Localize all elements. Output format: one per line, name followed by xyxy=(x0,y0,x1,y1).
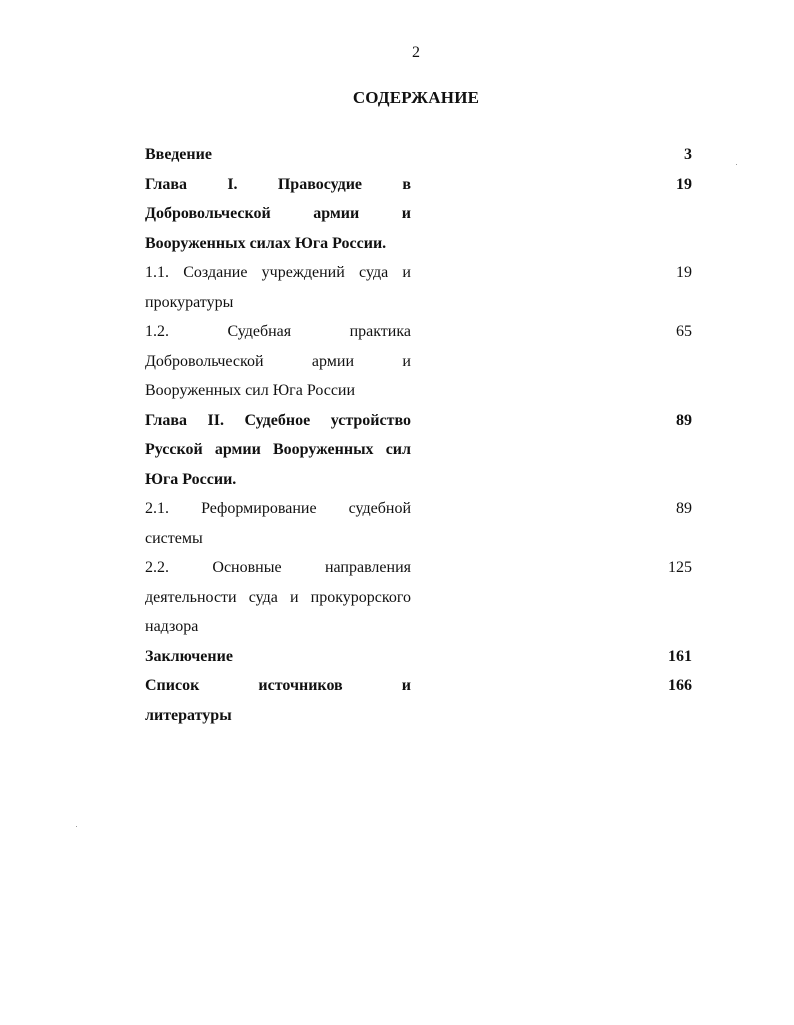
toc-entry-chapter-1 xyxy=(145,170,692,259)
scan-speck xyxy=(736,164,737,165)
toc-entry-title: 1.2. Судебная практика Добровольческой армии и Вооруженных сил Юга России xyxy=(145,323,411,399)
toc-entry-bibliography xyxy=(145,671,692,730)
toc-entry-page: 125 xyxy=(668,559,692,576)
toc-entry-page: 19 xyxy=(676,264,692,281)
toc-entry-page: 89 xyxy=(676,500,692,517)
toc-entry-section-1-2 xyxy=(145,317,692,406)
toc-entry-title: 1.1. Создание учреждений суда и прокуратуры xyxy=(145,264,411,311)
toc-entry-introduction xyxy=(145,140,692,170)
toc-entry-section-2-2 xyxy=(145,553,692,642)
toc-entry-title: Заключение xyxy=(145,647,233,665)
toc-entry-title: Глава II. Судебное устройство Русской армии Вооруженных сил Юга России. xyxy=(145,411,411,488)
scan-speck xyxy=(76,826,77,827)
toc-entry-page: 166 xyxy=(668,677,692,694)
page-title: СОДЕРЖАНИЕ xyxy=(352,88,480,107)
toc-entry-section-2-1 xyxy=(145,494,692,553)
toc-entry-conclusion xyxy=(145,642,692,672)
toc-entry-title: Введение xyxy=(145,146,212,163)
toc-entry-page: 161 xyxy=(668,647,692,665)
toc-entry-title: Глава I. Правосудие в Добровольческой армии и Вооруженных силах Юга России. xyxy=(145,175,411,252)
toc-entry-chapter-2 xyxy=(145,406,692,495)
page-number: 2 xyxy=(412,44,420,61)
toc-entry-page: 19 xyxy=(676,175,692,193)
toc-entry-title: 2.1. Реформирование судебной системы xyxy=(145,500,411,547)
table-of-contents xyxy=(145,140,692,730)
toc-entry-page: 3 xyxy=(684,146,692,163)
toc-entry-title: Список источников и литературы xyxy=(145,677,411,724)
toc-entry-page: 89 xyxy=(676,411,692,429)
toc-entry-section-1-1 xyxy=(145,258,692,317)
toc-entry-page: 65 xyxy=(676,323,692,340)
toc-entry-title: 2.2. Основные направления деятельности суда и прокурорского надзора xyxy=(145,559,411,635)
